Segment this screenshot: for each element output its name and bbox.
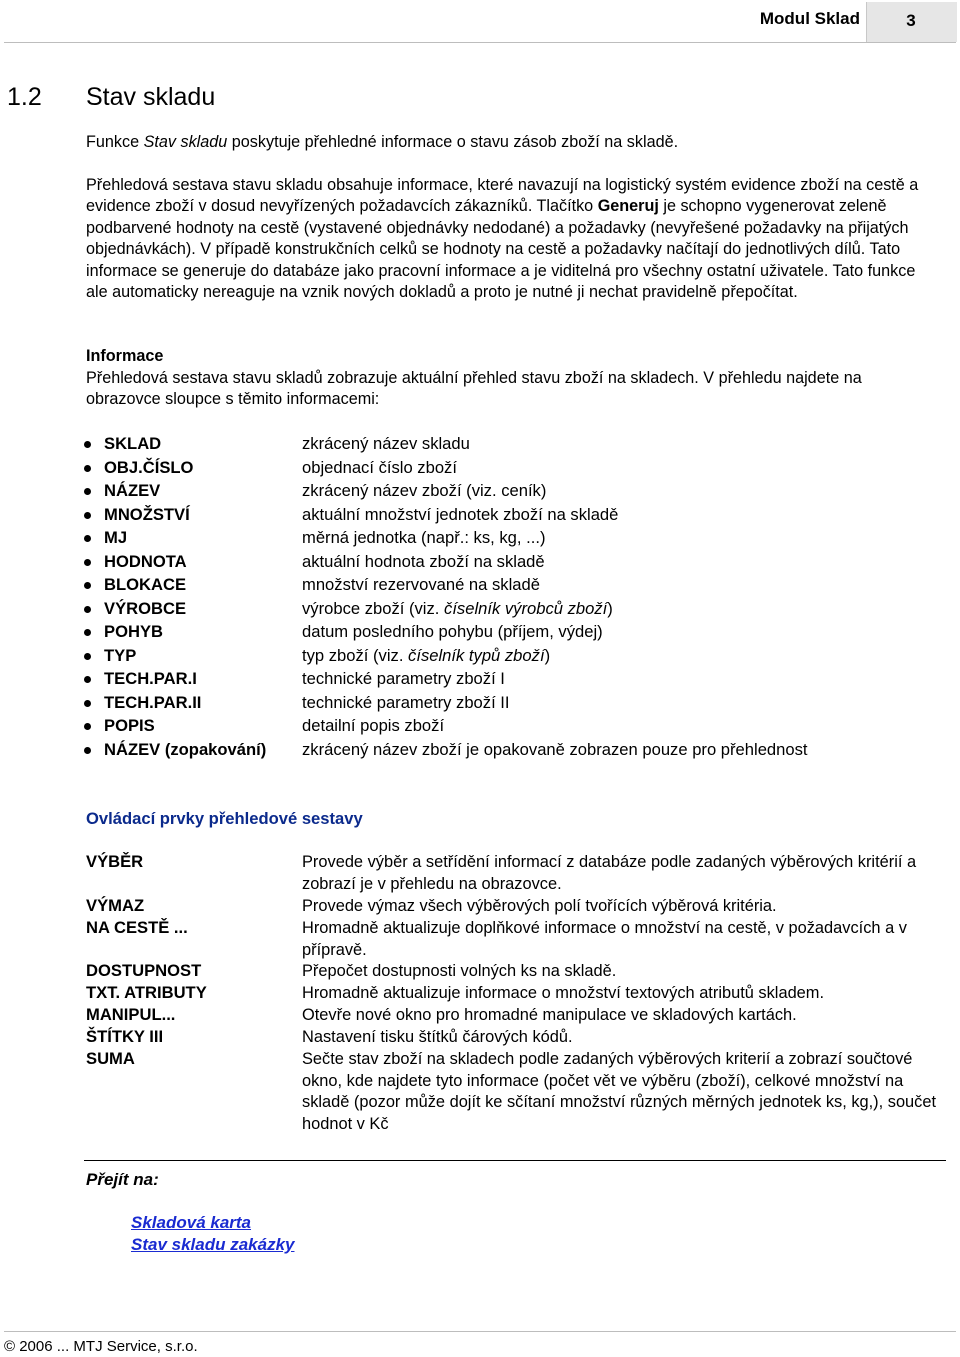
page-number: 3 bbox=[906, 11, 916, 30]
bullet-icon bbox=[84, 723, 91, 730]
column-desc: množství rezervované na skladě bbox=[302, 575, 540, 594]
info-heading: Informace bbox=[86, 347, 164, 365]
control-term: ŠTÍTKY III bbox=[86, 1027, 164, 1046]
control-desc: Hromadně aktualizuje informace o množství textových atributů skladem. bbox=[302, 984, 825, 1002]
section-number: 1.2 bbox=[7, 83, 42, 111]
column-term: VÝROBCE bbox=[104, 598, 187, 618]
bullet-icon bbox=[84, 629, 91, 636]
control-term: SUMA bbox=[86, 1049, 135, 1068]
bullet-icon bbox=[84, 488, 91, 495]
column-desc: zkrácený název zboží je opakovaně zobrazen pouze pro přehlednost bbox=[302, 739, 808, 759]
bullet-icon bbox=[84, 559, 91, 566]
control-desc: Přepočet dostupnosti volných ks na skladě. bbox=[302, 962, 617, 980]
control-desc: Provede výběr a setřídění informací z databáze podle zadaných výběrových kritérií a zobrazí je v přehledu na obrazovce. bbox=[302, 853, 917, 893]
control-desc: Sečte stav zboží na skladech podle zadaných výběrových kriterií a zobrazí součtové okno, kde najdete tyto informace (počet vět ve výběru (zboží), celkové množství na skladě (pozor může dojít ke sčítaní množství různých měrných jednotek ks, kg,), součet hodnot v Kč bbox=[302, 1050, 937, 1133]
column-term: TYP bbox=[104, 645, 137, 665]
bullet-icon bbox=[84, 676, 91, 683]
footer-copyright: © 2006 ... MTJ Service, s.r.o. bbox=[4, 1338, 198, 1355]
control-term: DOSTUPNOST bbox=[86, 961, 202, 980]
link-stav-skladu-zakazky[interactable]: Stav skladu zakázky bbox=[131, 1235, 295, 1254]
column-term: BLOKACE bbox=[104, 575, 187, 594]
module-title: Modul Sklad bbox=[759, 9, 860, 28]
column-term: POPIS bbox=[104, 716, 155, 735]
column-term: OBJ.ČÍSLO bbox=[104, 457, 194, 477]
bullet-icon bbox=[84, 700, 91, 707]
column-term: HODNOTA bbox=[104, 551, 187, 571]
goto-divider bbox=[84, 1160, 946, 1161]
control-term: TXT. ATRIBUTY bbox=[86, 983, 207, 1002]
bullet-icon bbox=[84, 512, 91, 519]
column-desc: měrná jednotka (např.: ks, kg, ...) bbox=[302, 528, 546, 547]
control-term: MANIPUL... bbox=[86, 1005, 176, 1024]
section-title: Stav skladu bbox=[86, 83, 216, 111]
overview-paragraph: Přehledová sestava stavu skladu obsahuje informace, které navazují na logistický systém evidence zboží na cestě a evidence zboží v dosud nevyřízených požadavcích zákazníků. Tlačítko Generuj je schopno vygenerovat zeleně podbarvené hodnoty na cestě (vystavené objednávky nedodané) a požadavky (nevyřešené požadavky na přijatých objednávkách). V případě konstrukčních celků se hodnoty na cestě a požadavky načítají do jednotlivých dílů. Tato informace se generuje do databáze jako pracovní informace a je viditelná pro všechny ostatní uživatele. Tato funkce ale automaticky nereaguje na vznik nových dokladů a proto je nutné ji nechat pravidelně přepočítat. bbox=[86, 176, 919, 302]
bullet-icon bbox=[84, 606, 91, 613]
column-desc: výrobce zboží (viz. číselník výrobců zboží) bbox=[302, 598, 613, 618]
control-desc: Hromadně aktualizuje doplňkové informace o množství na cestě, v požadavcích a v přípravě. bbox=[302, 919, 907, 959]
column-term: TECH.PAR.II bbox=[104, 692, 202, 712]
column-desc: objednací číslo zboží bbox=[302, 457, 457, 477]
bullet-icon bbox=[84, 441, 91, 448]
column-desc: zkrácený název zboží (viz. ceník) bbox=[302, 481, 547, 500]
link-skladova-karta[interactable]: Skladová karta bbox=[131, 1213, 252, 1232]
header-divider bbox=[4, 42, 956, 43]
column-desc: technické parametry zboží II bbox=[302, 692, 510, 712]
column-desc: aktuální hodnota zboží na skladě bbox=[302, 551, 545, 571]
column-term: NÁZEV bbox=[104, 481, 161, 500]
intro-paragraph: Funkce Stav skladu poskytuje přehledné informace o stavu zásob zboží na skladě. bbox=[86, 133, 679, 151]
bullet-icon bbox=[84, 535, 91, 542]
bullet-icon bbox=[84, 582, 91, 589]
bullet-icon bbox=[84, 653, 91, 660]
bullet-icon bbox=[84, 747, 91, 754]
column-desc: detailní popis zboží bbox=[302, 716, 445, 735]
intro-emphasis: Stav skladu bbox=[143, 133, 228, 151]
column-term: POHYB bbox=[104, 622, 164, 641]
goto-label: Přejít na: bbox=[86, 1170, 159, 1189]
control-term: NA CESTĚ ... bbox=[86, 918, 188, 937]
control-term: VÝMAZ bbox=[86, 896, 145, 915]
generuj-button-name: Generuj bbox=[597, 197, 659, 216]
column-desc: typ zboží (viz. číselník typů zboží) bbox=[302, 645, 551, 665]
column-term: TECH.PAR.I bbox=[104, 669, 197, 688]
column-term: SKLAD bbox=[104, 434, 162, 453]
column-term: MJ bbox=[104, 528, 128, 547]
footer-divider bbox=[4, 1331, 956, 1332]
control-term: VÝBĚR bbox=[86, 852, 144, 871]
column-desc: technické parametry zboží I bbox=[302, 669, 505, 688]
column-desc: datum posledního pohybu (příjem, výdej) bbox=[302, 622, 603, 641]
control-desc: Nastavení tisku štítků čárových kódů. bbox=[302, 1028, 573, 1046]
column-desc: aktuální množství jednotek zboží na skladě bbox=[302, 504, 619, 524]
controls-heading: Ovládací prvky přehledové sestavy bbox=[86, 809, 363, 828]
bullet-icon bbox=[84, 465, 91, 472]
control-desc: Otevře nové okno pro hromadné manipulace ve skladových kartách. bbox=[302, 1006, 797, 1024]
column-term: MNOŽSTVÍ bbox=[104, 504, 190, 524]
control-desc: Provede výmaz všech výběrových polí tvořících výběrová kritéria. bbox=[302, 897, 777, 915]
info-paragraph: Přehledová sestava stavu skladů zobrazuje aktuální přehled stavu zboží na skladech. V přehledu najdete na obrazovce sloupce s těmito informacemi: bbox=[86, 369, 862, 409]
column-desc: zkrácený název skladu bbox=[302, 434, 470, 453]
column-term: NÁZEV (zopakování) bbox=[104, 739, 267, 759]
